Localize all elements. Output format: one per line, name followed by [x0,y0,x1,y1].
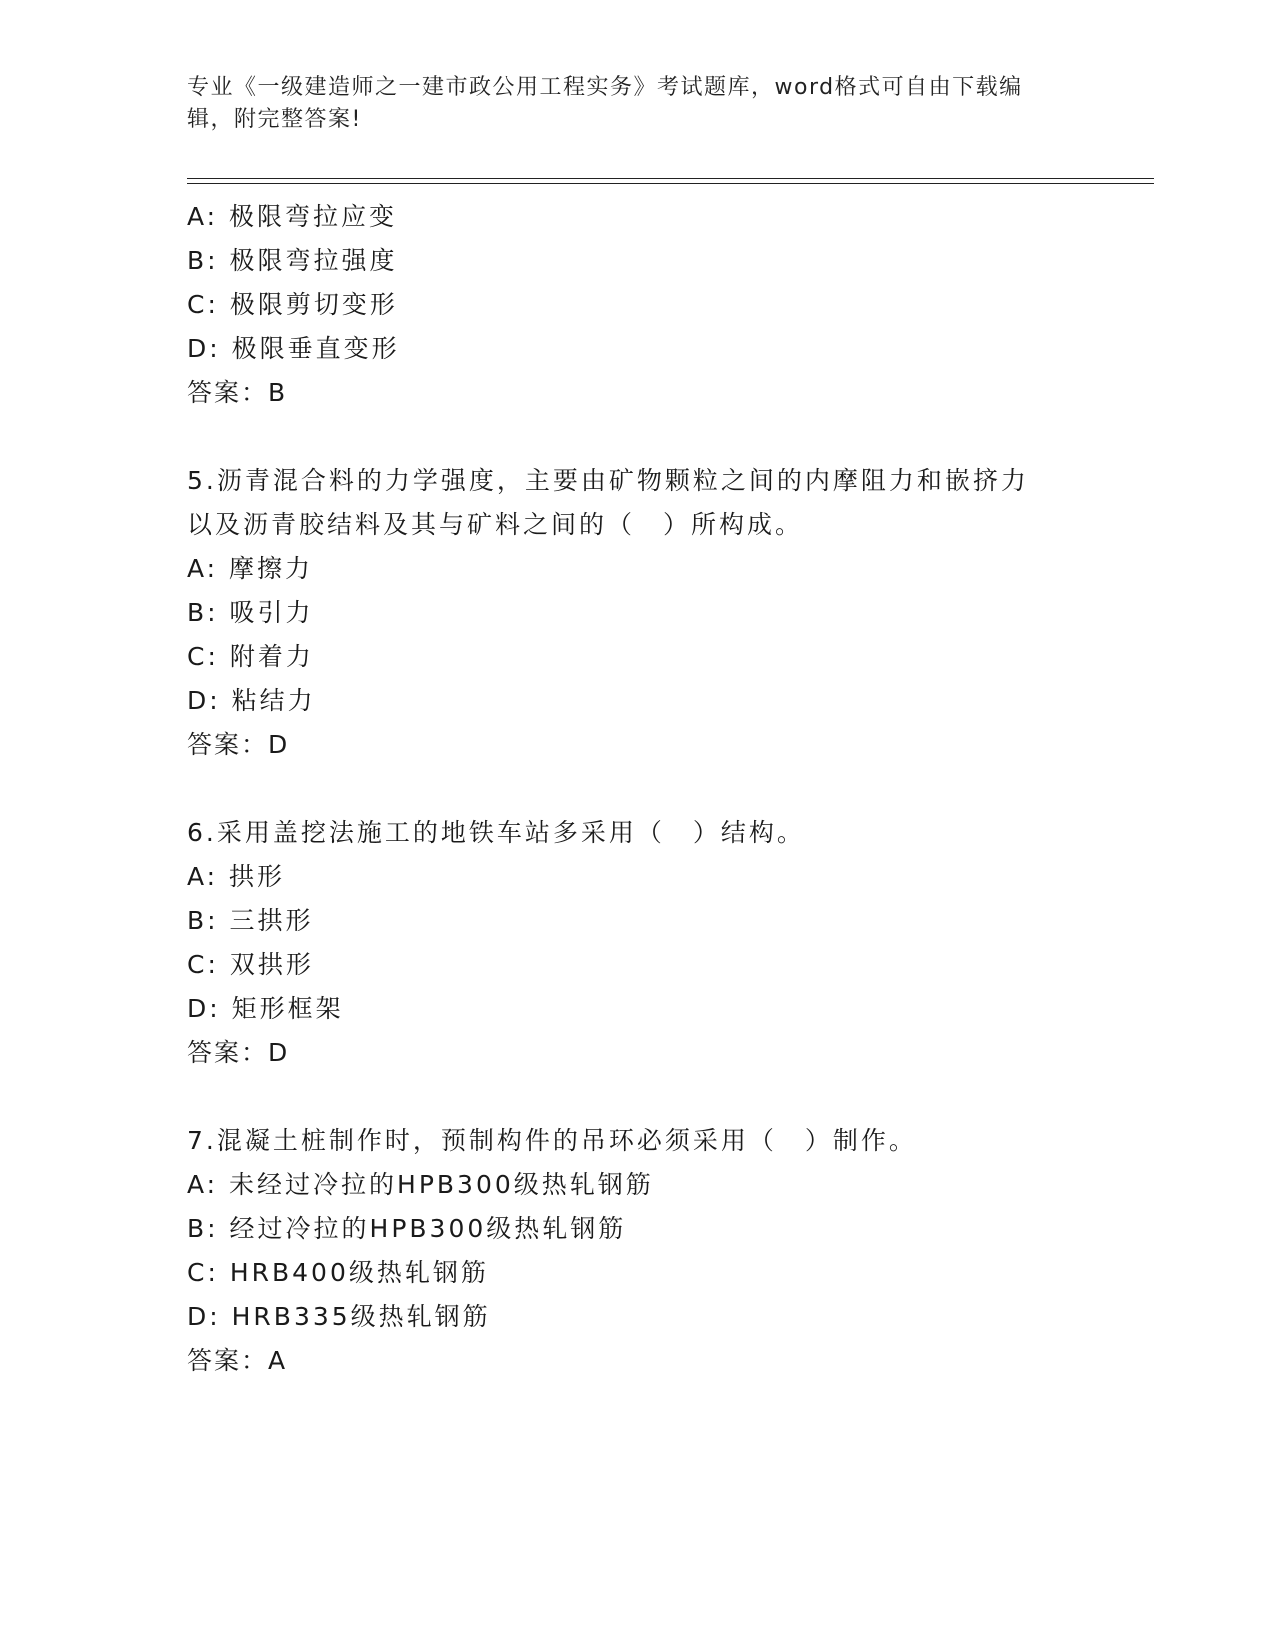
q5-option-b: B: 吸引力 [187,598,314,627]
q4-answer: 答案：B [187,378,288,407]
q6-option-a: A: 拱形 [187,862,286,891]
header-rule-top [187,178,1154,179]
q5-option-c: C: 附着力 [187,642,314,671]
q5-answer: 答案：D [187,730,290,759]
header-rule-bottom [187,183,1154,184]
q6-option-b: B: 三拱形 [187,906,314,935]
q4-option-d: D: 极限垂直变形 [187,334,400,363]
document-header [187,72,1067,136]
q7-option-c: C: HRB400级热轧钢筋 [187,1258,489,1287]
q4-option-b: B: 极限弯拉强度 [187,246,398,275]
q7-option-d: D: HRB335级热轧钢筋 [187,1302,491,1331]
q4-option-c: C: 极限剪切变形 [187,290,398,319]
q5-option-d: D: 粘结力 [187,686,316,715]
q6-option-d: D: 矩形框架 [187,994,344,1023]
q5-stem-line-1: 5.沥青混合料的力学强度，主要由矿物颗粒之间的内摩阻力和嵌挤力 [187,466,1029,495]
q7-option-b: B: 经过冷拉的HPB300级热轧钢筋 [187,1214,627,1243]
header-line-1: 专业《一级建造师之一建市政公用工程实务》考试题库，word格式可自由下载编 [187,75,1023,100]
q6-answer: 答案：D [187,1038,290,1067]
q7-option-a: A: 未经过冷拉的HPB300级热轧钢筋 [187,1170,654,1199]
q5-option-a: A: 摩擦力 [187,554,314,583]
q6-stem-line-1: 6.采用盖挖法施工的地铁车站多采用（ ）结构。 [187,818,805,847]
q5-stem-line-2: 以及沥青胶结料及其与矿料之间的（ ）所构成。 [187,510,804,539]
q6-option-c: C: 双拱形 [187,950,314,979]
q7-stem-line-1: 7.混凝土桩制作时，预制构件的吊环必须采用（ ）制作。 [187,1126,917,1155]
header-line-2: 辑，附完整答案! [187,107,362,132]
q4-option-a: A: 极限弯拉应变 [187,202,398,231]
q7-answer: 答案：A [187,1346,288,1375]
